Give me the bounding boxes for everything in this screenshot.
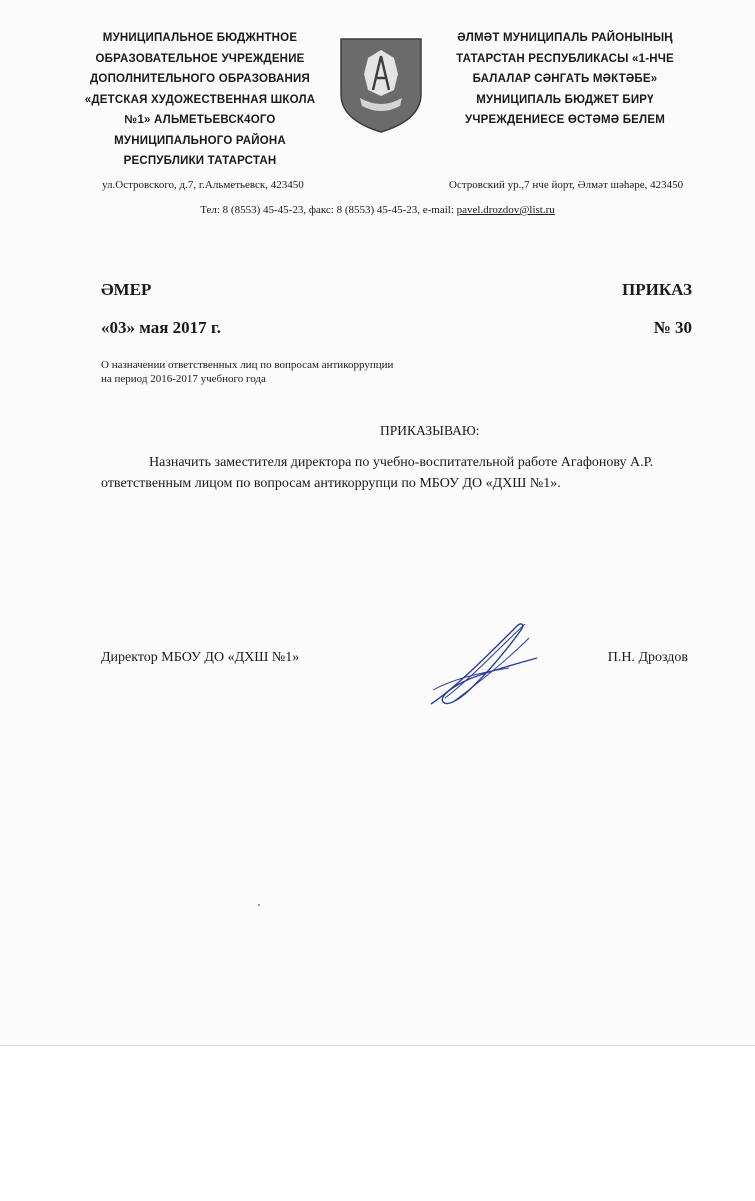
header-russian-line: ДОПОЛНИТЕЛЬНОГО ОБРАЗОВАНИЯ bbox=[90, 73, 310, 85]
address-tatar: Островский ур.,7 нче йорт, Әлмәт шәһәре, 423450 bbox=[449, 179, 684, 191]
title-russian: ПРИКАЗ bbox=[622, 280, 692, 299]
contacts-line bbox=[0, 204, 755, 216]
header-russian-line: РЕСПУБЛИКИ ТАТАРСТАН bbox=[123, 155, 277, 167]
contacts-phone-fax: Тел: 8 (8553) 45-45-23, факс: 8 (8553) 45-45-23, e-mail: bbox=[200, 204, 457, 216]
email-link[interactable]: pavel.drozdov@list.ru bbox=[456, 204, 555, 216]
body-line: Назначить заместителя директора по учебно-воспитательной работе Агафонову А.Р. bbox=[149, 455, 654, 470]
header-russian bbox=[55, 28, 345, 172]
header-tatar-line: БАЛАЛАР СӘНГАТЬ МӘКТӘБЕ» bbox=[472, 73, 658, 85]
signature-icon bbox=[425, 618, 545, 710]
decree-heading: ПРИКАЗЫВАЮ: bbox=[380, 423, 480, 438]
body-line: ответственным лицом по вопросам антикоррупци по МБОУ ДО «ДХШ №1». bbox=[101, 476, 561, 491]
page-bottom-margin bbox=[0, 1045, 755, 1201]
header-tatar-line: УЧРЕЖДЕНИЕСЕ ӨСТӘМӘ БЕЛЕМ bbox=[465, 114, 665, 126]
header-tatar-line: МУНИЦИПАЛЬ БЮДЖЕТ БИРҮ bbox=[476, 93, 654, 106]
subject-line: О назначении ответственных лиц по вопросам антикоррупции bbox=[101, 359, 394, 371]
signatory-position: Директор МБОУ ДО «ДХШ №1» bbox=[101, 650, 300, 665]
signatory-name: П.Н. Дроздов bbox=[607, 650, 688, 665]
subject-line: на период 2016-2017 учебного года bbox=[101, 373, 266, 385]
header-russian-line: №1» АЛЬМЕТЬЕВСК4ОГО bbox=[124, 114, 276, 126]
address-russian: ул.Островского, д.7, г.Альметьевск, 423450 bbox=[102, 179, 304, 191]
order-body bbox=[101, 452, 701, 494]
header-tatar-line: ТАТАРСТАН РЕСПУБЛИКАСЫ «1-НЧЕ bbox=[456, 52, 674, 65]
header-russian-line: «ДЕТСКАЯ ХУДОЖЕСТВЕННАЯ ШКОЛА bbox=[84, 93, 316, 106]
scan-speck bbox=[258, 904, 260, 906]
header-tatar bbox=[425, 28, 705, 131]
header-russian-line: МУНИЦИПАЛЬНОЕ БЮДЖНТНОЕ bbox=[102, 32, 298, 44]
header-russian-line: МУНИЦИПАЛЬНОГО РАЙОНА bbox=[114, 134, 286, 147]
order-subject bbox=[101, 358, 393, 386]
header-russian-line: ОБРАЗОВАТЕЛЬНОЕ УЧРЕЖДЕНИЕ bbox=[95, 52, 305, 65]
title-tatar: ӘМЕР bbox=[101, 280, 152, 299]
order-number: № 30 bbox=[653, 318, 692, 337]
order-date: «03» мая 2017 г. bbox=[101, 318, 221, 337]
header-tatar-line: ӘЛМӘТ МУНИЦИПАЛЬ РАЙОНЫНЫҢ bbox=[457, 32, 673, 44]
coat-of-arms-icon bbox=[338, 36, 424, 134]
